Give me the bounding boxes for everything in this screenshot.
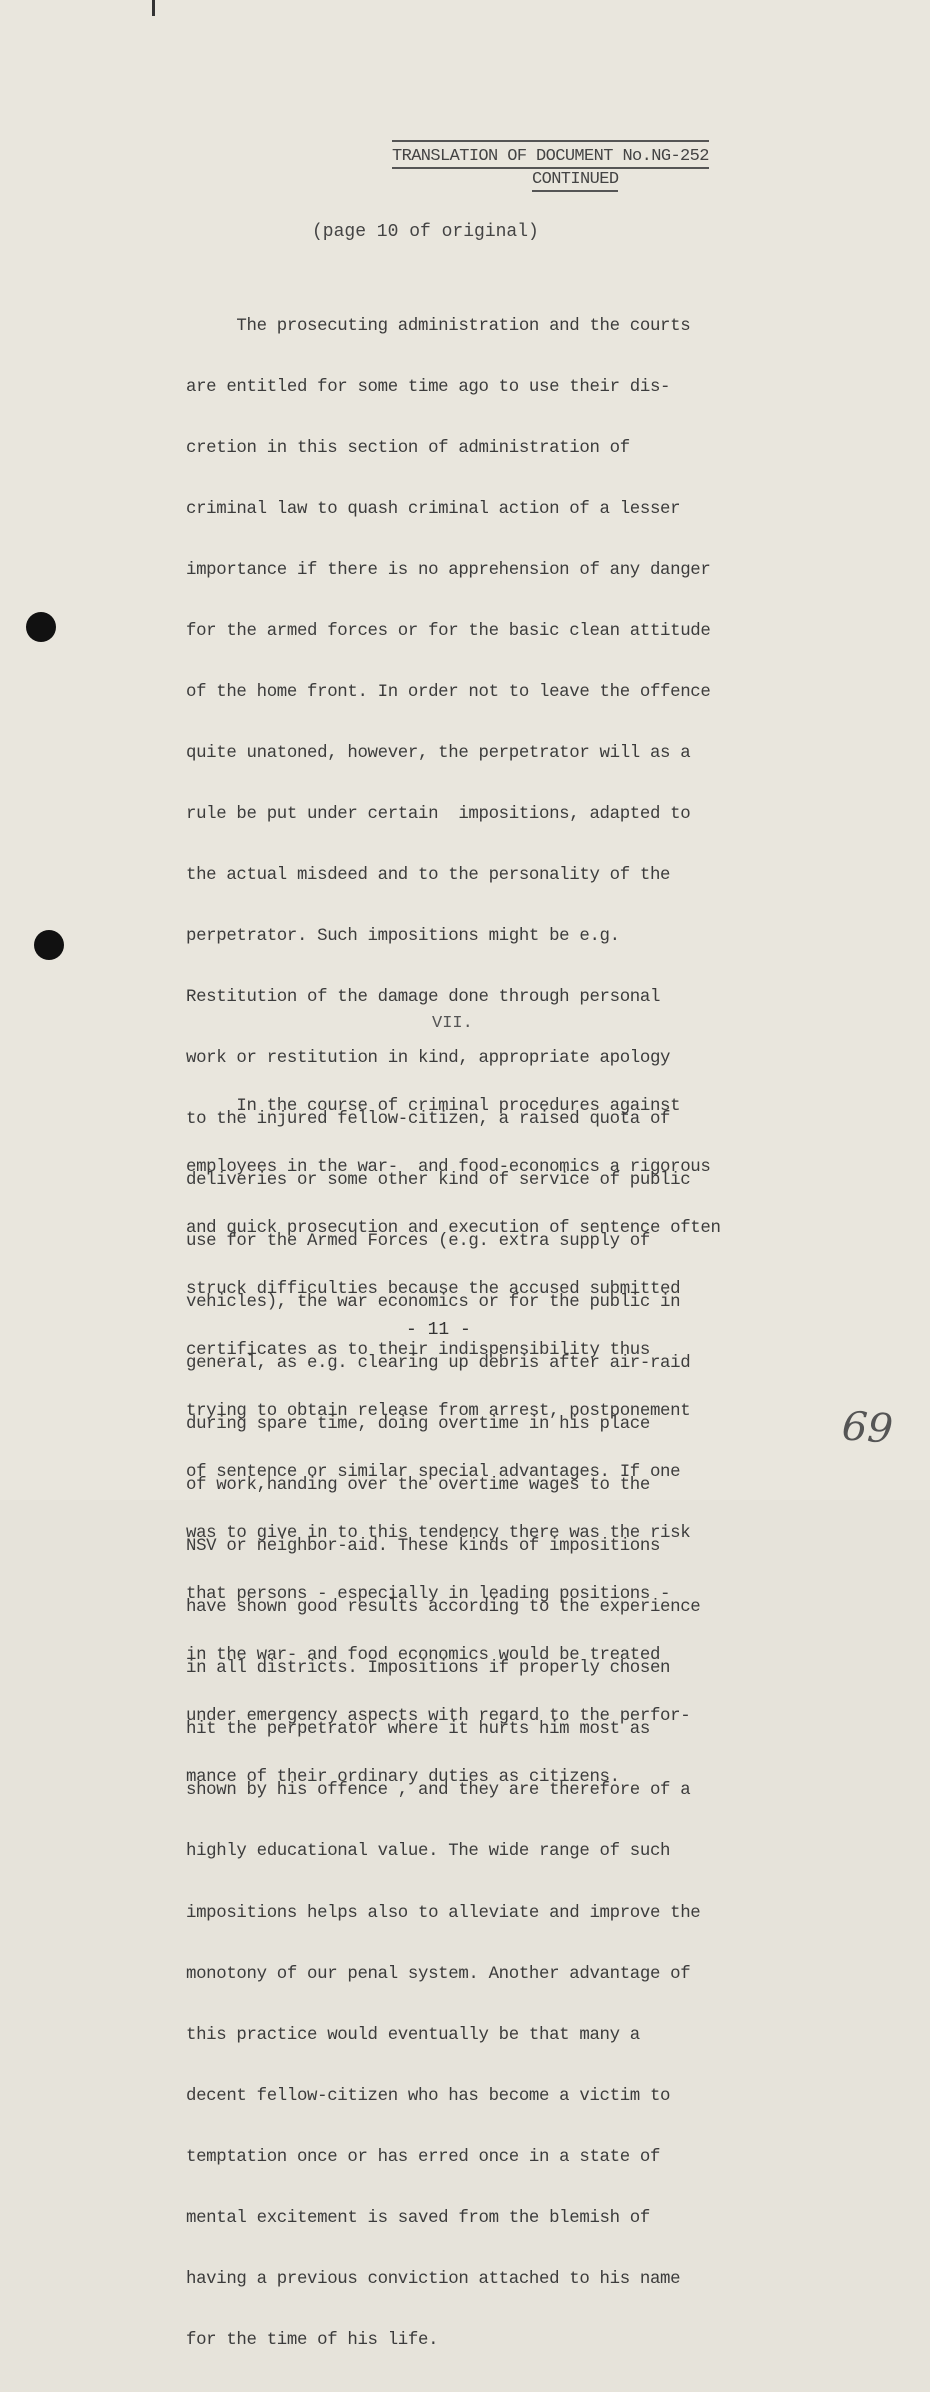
- text-line: monotony of our penal system. Another advantage of: [186, 1964, 691, 1984]
- text-line: employees in the war- and food-economics a rigorous: [186, 1157, 711, 1177]
- text-line: during spare time, doing overtime in his place: [186, 1415, 650, 1435]
- text-line: impositions helps also to alleviate and improve the: [186, 1903, 701, 1923]
- text-line: decent fellow-citizen who has become a victim to: [186, 2086, 671, 2106]
- text-line: general, as e.g. clearing up debris after air-raid: [186, 1354, 691, 1374]
- text-line: have shown good results according to the experience: [186, 1598, 701, 1618]
- top-edge-mark: [152, 0, 155, 16]
- paragraph-criminal-procedures: [186, 1056, 721, 1829]
- handwritten-page-note: 69: [840, 1403, 895, 1453]
- text-line: quite unatoned, however, the perpetrator will as a: [186, 743, 691, 763]
- text-line: that persons - especially in leading positions -: [186, 1584, 671, 1604]
- text-line: use for the Armed Forces (e.g. extra supply of: [186, 1232, 650, 1252]
- text-line: importance if there is no apprehension of any danger: [186, 560, 711, 580]
- page-number: - 11 -: [406, 1320, 471, 1340]
- text-line: rule be put under certain impositions, adapted to: [186, 804, 691, 824]
- text-line: struck difficulties because the accused submitted: [186, 1279, 681, 1299]
- text-line: mental excitement is saved from the blemish of: [186, 2208, 650, 2228]
- punch-hole: [34, 930, 64, 960]
- text-line: in the war- and food economics would be treated: [186, 1645, 661, 1665]
- text-line: are entitled for some time ago to use their dis-: [186, 377, 671, 397]
- text-line: work or restitution in kind, appropriate apology: [186, 1049, 671, 1069]
- text-line: the actual misdeed and to the personality of the: [186, 865, 671, 885]
- section-number: VII.: [432, 1014, 473, 1033]
- text-line: perpetrator. Such impositions might be e.g.: [186, 927, 620, 946]
- text-line: of the home front. In order not to leave the offence: [186, 682, 711, 702]
- text-line: having a previous conviction attached to his name: [186, 2269, 681, 2289]
- text-line: In the course of criminal procedures against: [186, 1096, 681, 1116]
- text-line: NSV or neighbor-aid. These kinds of impositions: [186, 1537, 661, 1557]
- text-line: for the time of his life.: [186, 2330, 439, 2350]
- document-header: [392, 140, 792, 192]
- header-continued: CONTINUED: [532, 169, 618, 192]
- text-line: this practice would eventually be that many a: [186, 2025, 640, 2045]
- text-line: of work,handing over the overtime wages to the: [186, 1476, 650, 1496]
- text-line: for the armed forces or for the basic clean attitude: [186, 621, 711, 641]
- text-line: and quick prosecution and execution of sentence often: [186, 1218, 721, 1238]
- text-line: certificates as to their indispensibility thus: [186, 1340, 650, 1360]
- punch-hole: [26, 612, 56, 642]
- text-line: was to give in to this tendency there was the risk: [186, 1523, 691, 1543]
- text-line: hit the perpetrator where it hurts him most as: [186, 1720, 650, 1740]
- text-line: under emergency aspects with regard to the perfor-: [186, 1707, 691, 1726]
- text-line: criminal law to quash criminal action of a lesser: [186, 499, 681, 519]
- text-line: vehicles), the war economics or for the public in: [186, 1293, 681, 1313]
- text-line: mance of their ordinary duties as citizens.: [186, 1768, 620, 1788]
- text-line: to the injured fellow-citizen, a raised quota of: [186, 1110, 671, 1130]
- text-line: highly educational value. The wide range of such: [186, 1842, 671, 1862]
- text-line: in all districts. Impositions if properly chosen: [186, 1659, 671, 1679]
- text-line: temptation once or has erred once in a state of: [186, 2147, 661, 2167]
- original-page-reference: (page 10 of original): [312, 222, 539, 242]
- text-line: shown by his offence , and they are therefore of a: [186, 1781, 691, 1801]
- text-line: trying to obtain release from arrest, postponement: [186, 1401, 691, 1421]
- header-title: TRANSLATION OF DOCUMENT No.NG-252: [392, 140, 709, 169]
- text-line: cretion in this section of administration of: [186, 438, 630, 458]
- text-line: deliveries or some other kind of service of public: [186, 1171, 691, 1191]
- text-line: The prosecuting administration and the courts: [186, 316, 691, 336]
- text-line: Restitution of the damage done through personal: [186, 988, 661, 1008]
- text-line: of sentence or similar special advantages. If one: [186, 1462, 681, 1482]
